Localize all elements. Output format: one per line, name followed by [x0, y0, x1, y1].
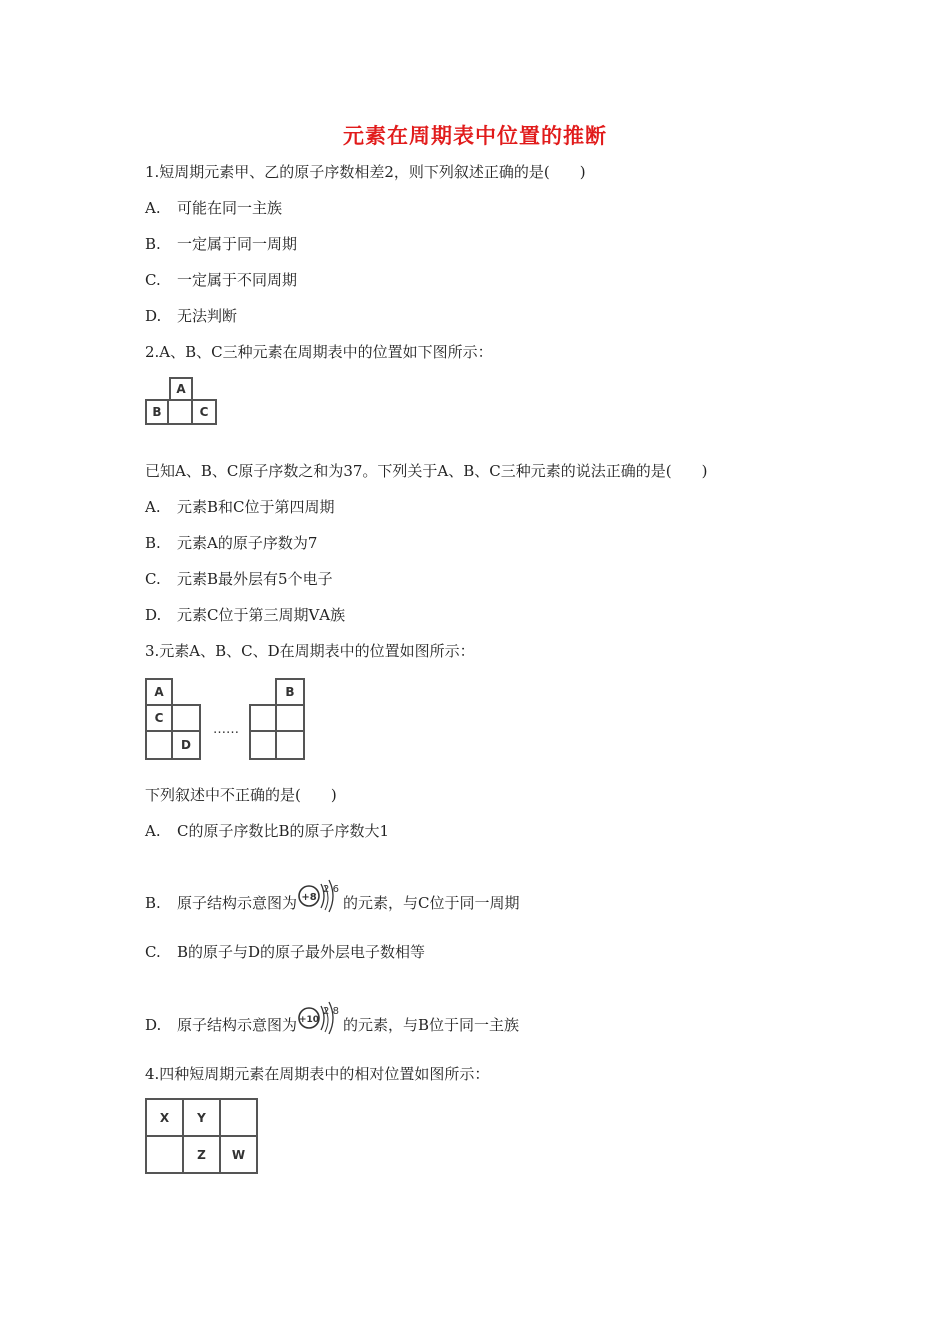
q3-stem2: 下列叙述中不正确的是( ): [145, 786, 337, 804]
q2-stem2: 已知A、B、C原子序数之和为37。下列关于A、B、C三种元素的说法正确的是( ): [145, 462, 708, 480]
option-label: B.: [145, 534, 161, 552]
cell-empty: [249, 730, 277, 760]
option-text: 元素B最外层有5个电子: [177, 570, 333, 588]
ellipsis: ……: [213, 722, 239, 737]
q1-option-a: [145, 197, 282, 219]
q3-option-b: [145, 880, 520, 928]
option-text-post: 的元素，与B位于同一主族: [343, 1016, 520, 1034]
option-text: 一定属于不同周期: [177, 271, 298, 289]
q1-option-b: [145, 233, 297, 255]
option-text-pre: 原子结构示意图为: [177, 894, 298, 912]
cell-w: W: [219, 1135, 258, 1174]
option-label: C.: [145, 271, 161, 289]
cell-empty: [275, 704, 305, 732]
q2-periodic-table-figure: [145, 377, 217, 425]
q2-option-d: [145, 604, 345, 626]
nucleus-charge: +10: [298, 1015, 320, 1025]
q3-option-a: [145, 820, 389, 842]
q2-option-c: [145, 568, 333, 590]
option-label: A.: [145, 199, 161, 217]
cell-empty: [249, 704, 277, 732]
cell-y: Y: [182, 1098, 221, 1137]
cell-c: C: [145, 704, 173, 732]
option-label: D.: [145, 1016, 162, 1034]
cell-empty: [219, 1098, 258, 1137]
cell-a: A: [169, 377, 193, 401]
option-text-pre: 原子结构示意图为: [177, 1016, 298, 1034]
option-label: B.: [145, 894, 161, 912]
q2-stem: 2.A、B、C三种元素在周期表中的位置如下图所示：: [145, 343, 493, 361]
cell-empty: [275, 730, 305, 760]
q1-option-c: [145, 269, 297, 291]
cell-c: C: [191, 399, 217, 425]
q2-option-a: [145, 496, 335, 518]
q4-periodic-table-figure: [145, 1098, 258, 1174]
cell-d: D: [171, 730, 201, 760]
q3-option-d: [145, 1002, 519, 1050]
atom-structure-diagram: [297, 998, 343, 1046]
q1-option-d: [145, 305, 237, 327]
q4-stem: 4.四种短周期元素在周期表中的相对位置如图所示：: [145, 1065, 490, 1083]
option-text: 一定属于同一周期: [177, 235, 298, 253]
shell-electrons: 2 8: [323, 1006, 339, 1017]
cell-empty: [171, 704, 201, 732]
option-label: A.: [145, 498, 161, 516]
option-text: C的原子序数比B的原子序数大1: [177, 822, 390, 840]
cell-b: B: [145, 399, 169, 425]
option-label: D.: [145, 307, 162, 325]
option-label: C.: [145, 570, 161, 588]
q3-periodic-table-figure: [145, 678, 307, 760]
cell-empty: [145, 730, 173, 760]
option-text: 可能在同一主族: [177, 199, 283, 217]
cell-empty: [145, 1135, 184, 1174]
cell-x: X: [145, 1098, 184, 1137]
cell-z: Z: [182, 1135, 221, 1174]
option-text: B的原子与D的原子最外层电子数相等: [177, 943, 426, 961]
q1-stem: 1.短周期元素甲、乙的原子序数相差2，则下列叙述正确的是( ): [145, 163, 586, 181]
option-label: A.: [145, 822, 161, 840]
cell-a: A: [145, 678, 173, 706]
option-label: B.: [145, 235, 161, 253]
option-text-post: 的元素，与C位于同一周期: [343, 894, 520, 912]
q3-option-c: [145, 941, 425, 963]
option-label: D.: [145, 606, 162, 624]
page-title: 元素在周期表中位置的推断: [343, 124, 607, 148]
nucleus-charge: +8: [301, 892, 317, 903]
option-text: 元素B和C位于第四周期: [177, 498, 335, 516]
option-text: 无法判断: [177, 307, 238, 325]
atom-structure-diagram: [297, 876, 343, 924]
option-text: 元素A的原子序数为7: [177, 534, 318, 552]
cell-empty: [167, 399, 193, 425]
option-label: C.: [145, 943, 161, 961]
q3-stem: 3.元素A、B、C、D在周期表中的位置如图所示：: [145, 642, 475, 660]
shell-electrons: 2 6: [323, 884, 339, 895]
option-text: 元素C位于第三周期ⅤA族: [177, 606, 346, 624]
cell-b: B: [275, 678, 305, 706]
q2-option-b: [145, 532, 317, 554]
